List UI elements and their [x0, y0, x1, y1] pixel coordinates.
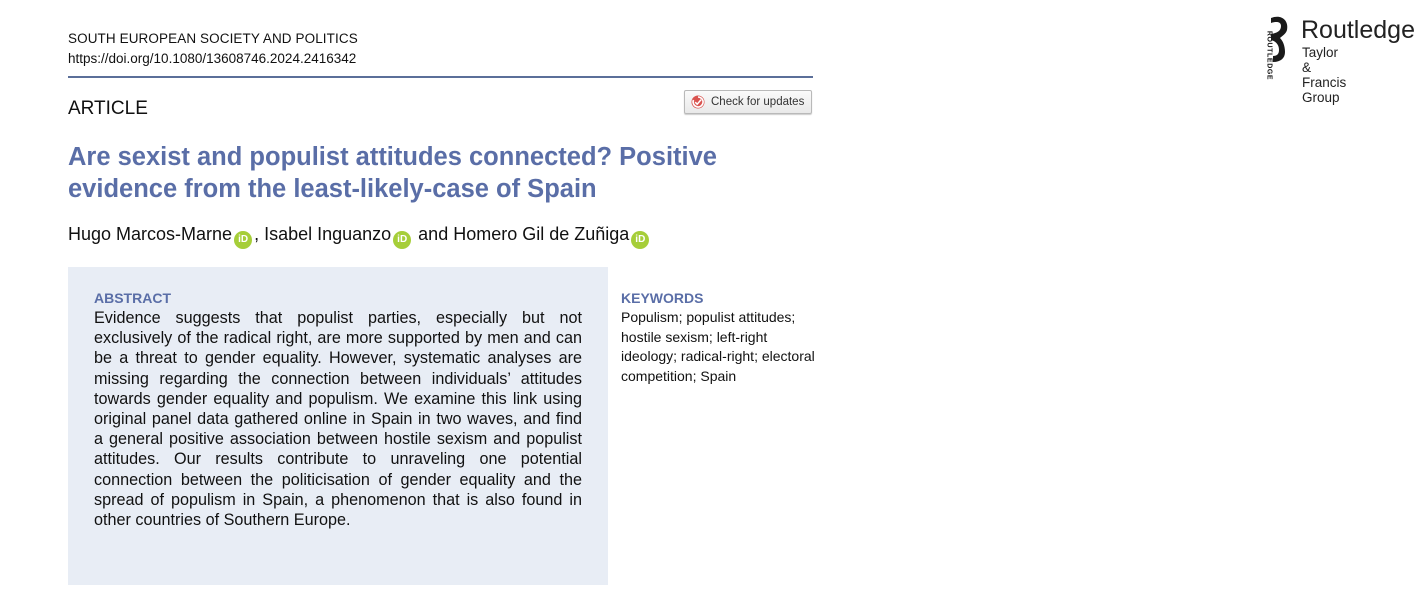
orcid-icon[interactable]: iD: [393, 231, 411, 249]
publisher-name: Routledge: [1301, 16, 1415, 44]
author-list: [68, 224, 651, 249]
orcid-icon[interactable]: iD: [631, 231, 649, 249]
header-divider: [68, 76, 813, 78]
abstract-heading: ABSTRACT: [94, 290, 171, 306]
doi-link[interactable]: https://doi.org/10.1080/13608746.2024.2416342: [68, 51, 357, 66]
check-for-updates-button[interactable]: [684, 90, 812, 114]
check-updates-label: Check for updates: [711, 96, 805, 108]
article-type-label: ARTICLE: [68, 98, 148, 119]
author-name[interactable]: and Homero Gil de Zuñiga: [413, 224, 630, 244]
keywords-text: Populism; populist attitudes; hostile sexism; left-right ideology; radical-right; electoral competition; Spain: [621, 309, 815, 384]
orcid-icon[interactable]: iD: [234, 231, 252, 249]
author-name[interactable]: , Isabel Inguanzo: [254, 224, 392, 244]
author-name[interactable]: Hugo Marcos-Marne: [68, 224, 233, 244]
check-updates-icon: [691, 95, 705, 109]
article-title: Are sexist and populist attitudes connected? Positive evidence from the least-likely-case of Spain: [68, 143, 717, 203]
journal-name: SOUTH EUROPEAN SOCIETY AND POLITICS: [68, 31, 358, 46]
publisher-vertical-label: ROUTLEDGE: [1265, 30, 1273, 81]
publisher-group: Taylor & Francis Group: [1302, 45, 1347, 105]
abstract-text: Evidence suggests that populist parties, especially but not exclusively of the radical right, are more supported by men and can be a threat to gender equality. However, systematic analyses are missing regarding the connection between individuals’ attitudes towards gender equality and populism. We examine this link using original panel data gathered online in Spain in two waves, and find a general positive association between hostile sexism and populist attitudes. Our results contribute to unraveling one potential connection between the politicisation of gender equality and the spread of populism in Spain, a phenomenon that is also found in other countries of Southern Europe.: [94, 309, 582, 530]
routledge-head-icon: [1267, 14, 1291, 64]
keywords-heading: KEYWORDS: [621, 290, 704, 306]
